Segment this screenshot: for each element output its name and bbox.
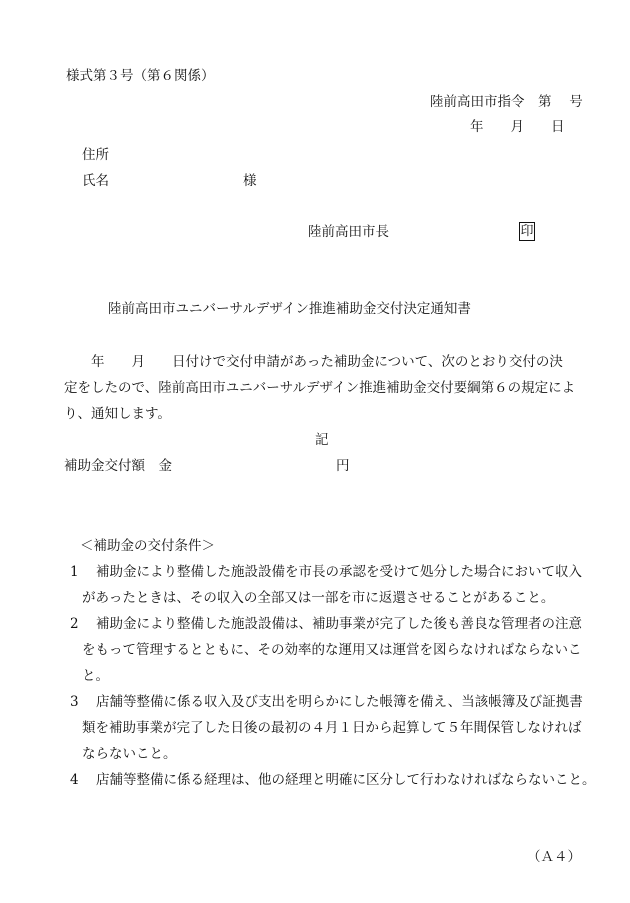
- honorific: 様: [243, 173, 257, 189]
- paper-size: （Ａ４）: [527, 849, 581, 865]
- condition-1-line-2: があったときは、その収入の全部又は一部を市に返還させることがあること。: [82, 590, 555, 606]
- body-line-2: 定をしたので、陸前高田市ユニバーサルデザイン推進補助金交付要綱第６の規定によ: [64, 380, 576, 396]
- condition-number-2: 2: [70, 616, 79, 632]
- form-number: 様式第３号（第６関係）: [66, 68, 215, 84]
- ki-label: 記: [315, 432, 329, 448]
- seal-mark: 印: [520, 224, 534, 239]
- conditions-heading: ＜補助金の交付条件＞: [80, 538, 215, 554]
- condition-number-1: 1: [70, 564, 79, 580]
- condition-3-line-2: 類を補助事業が完了した日後の最初の４月１日から起算して５年間保管しなければ: [82, 720, 582, 736]
- body-line-1: 年 月 日付けで交付申請があった補助金について、次のとおり交付の決: [64, 354, 563, 370]
- issue-date: 年 月 日: [470, 119, 565, 135]
- body-line-3: り、通知します。: [64, 406, 171, 422]
- issuer-title: 陸前高田市長: [308, 224, 389, 240]
- amount-unit: 円: [336, 458, 350, 474]
- issue-number: 陸前高田市指令 第 号: [430, 94, 583, 110]
- condition-3-line-3: ならないこと。: [82, 746, 177, 762]
- condition-2-line-3: と。: [82, 668, 109, 684]
- condition-2-line-2: をもって管理するとともに、その効率的な運用又は運営を図らなければならないこ: [82, 642, 582, 658]
- condition-2-line-1: 補助金により整備した施設設備は、補助事業が完了した後も善良な管理者の注意: [96, 616, 582, 632]
- condition-number-4: 4: [70, 772, 79, 788]
- condition-1-line-1: 補助金により整備した施設設備を市長の承認を受けて処分した場合において収入: [96, 564, 582, 580]
- name-label: 氏名: [82, 173, 109, 189]
- condition-3-line-1: 店舗等整備に係る収入及び支出を明らかにした帳簿を備え、当該帳簿及び証拠書: [96, 694, 583, 710]
- amount-label: 補助金交付額 金: [64, 458, 172, 474]
- condition-4-line-1: 店舗等整備に係る経理は、他の経理と明確に区分して行わなければならないこと。: [96, 772, 596, 788]
- address-label: 住所: [82, 147, 109, 163]
- document-title: 陸前高田市ユニバーサルデザイン推進補助金交付決定通知書: [108, 301, 471, 317]
- condition-number-3: 3: [70, 694, 79, 710]
